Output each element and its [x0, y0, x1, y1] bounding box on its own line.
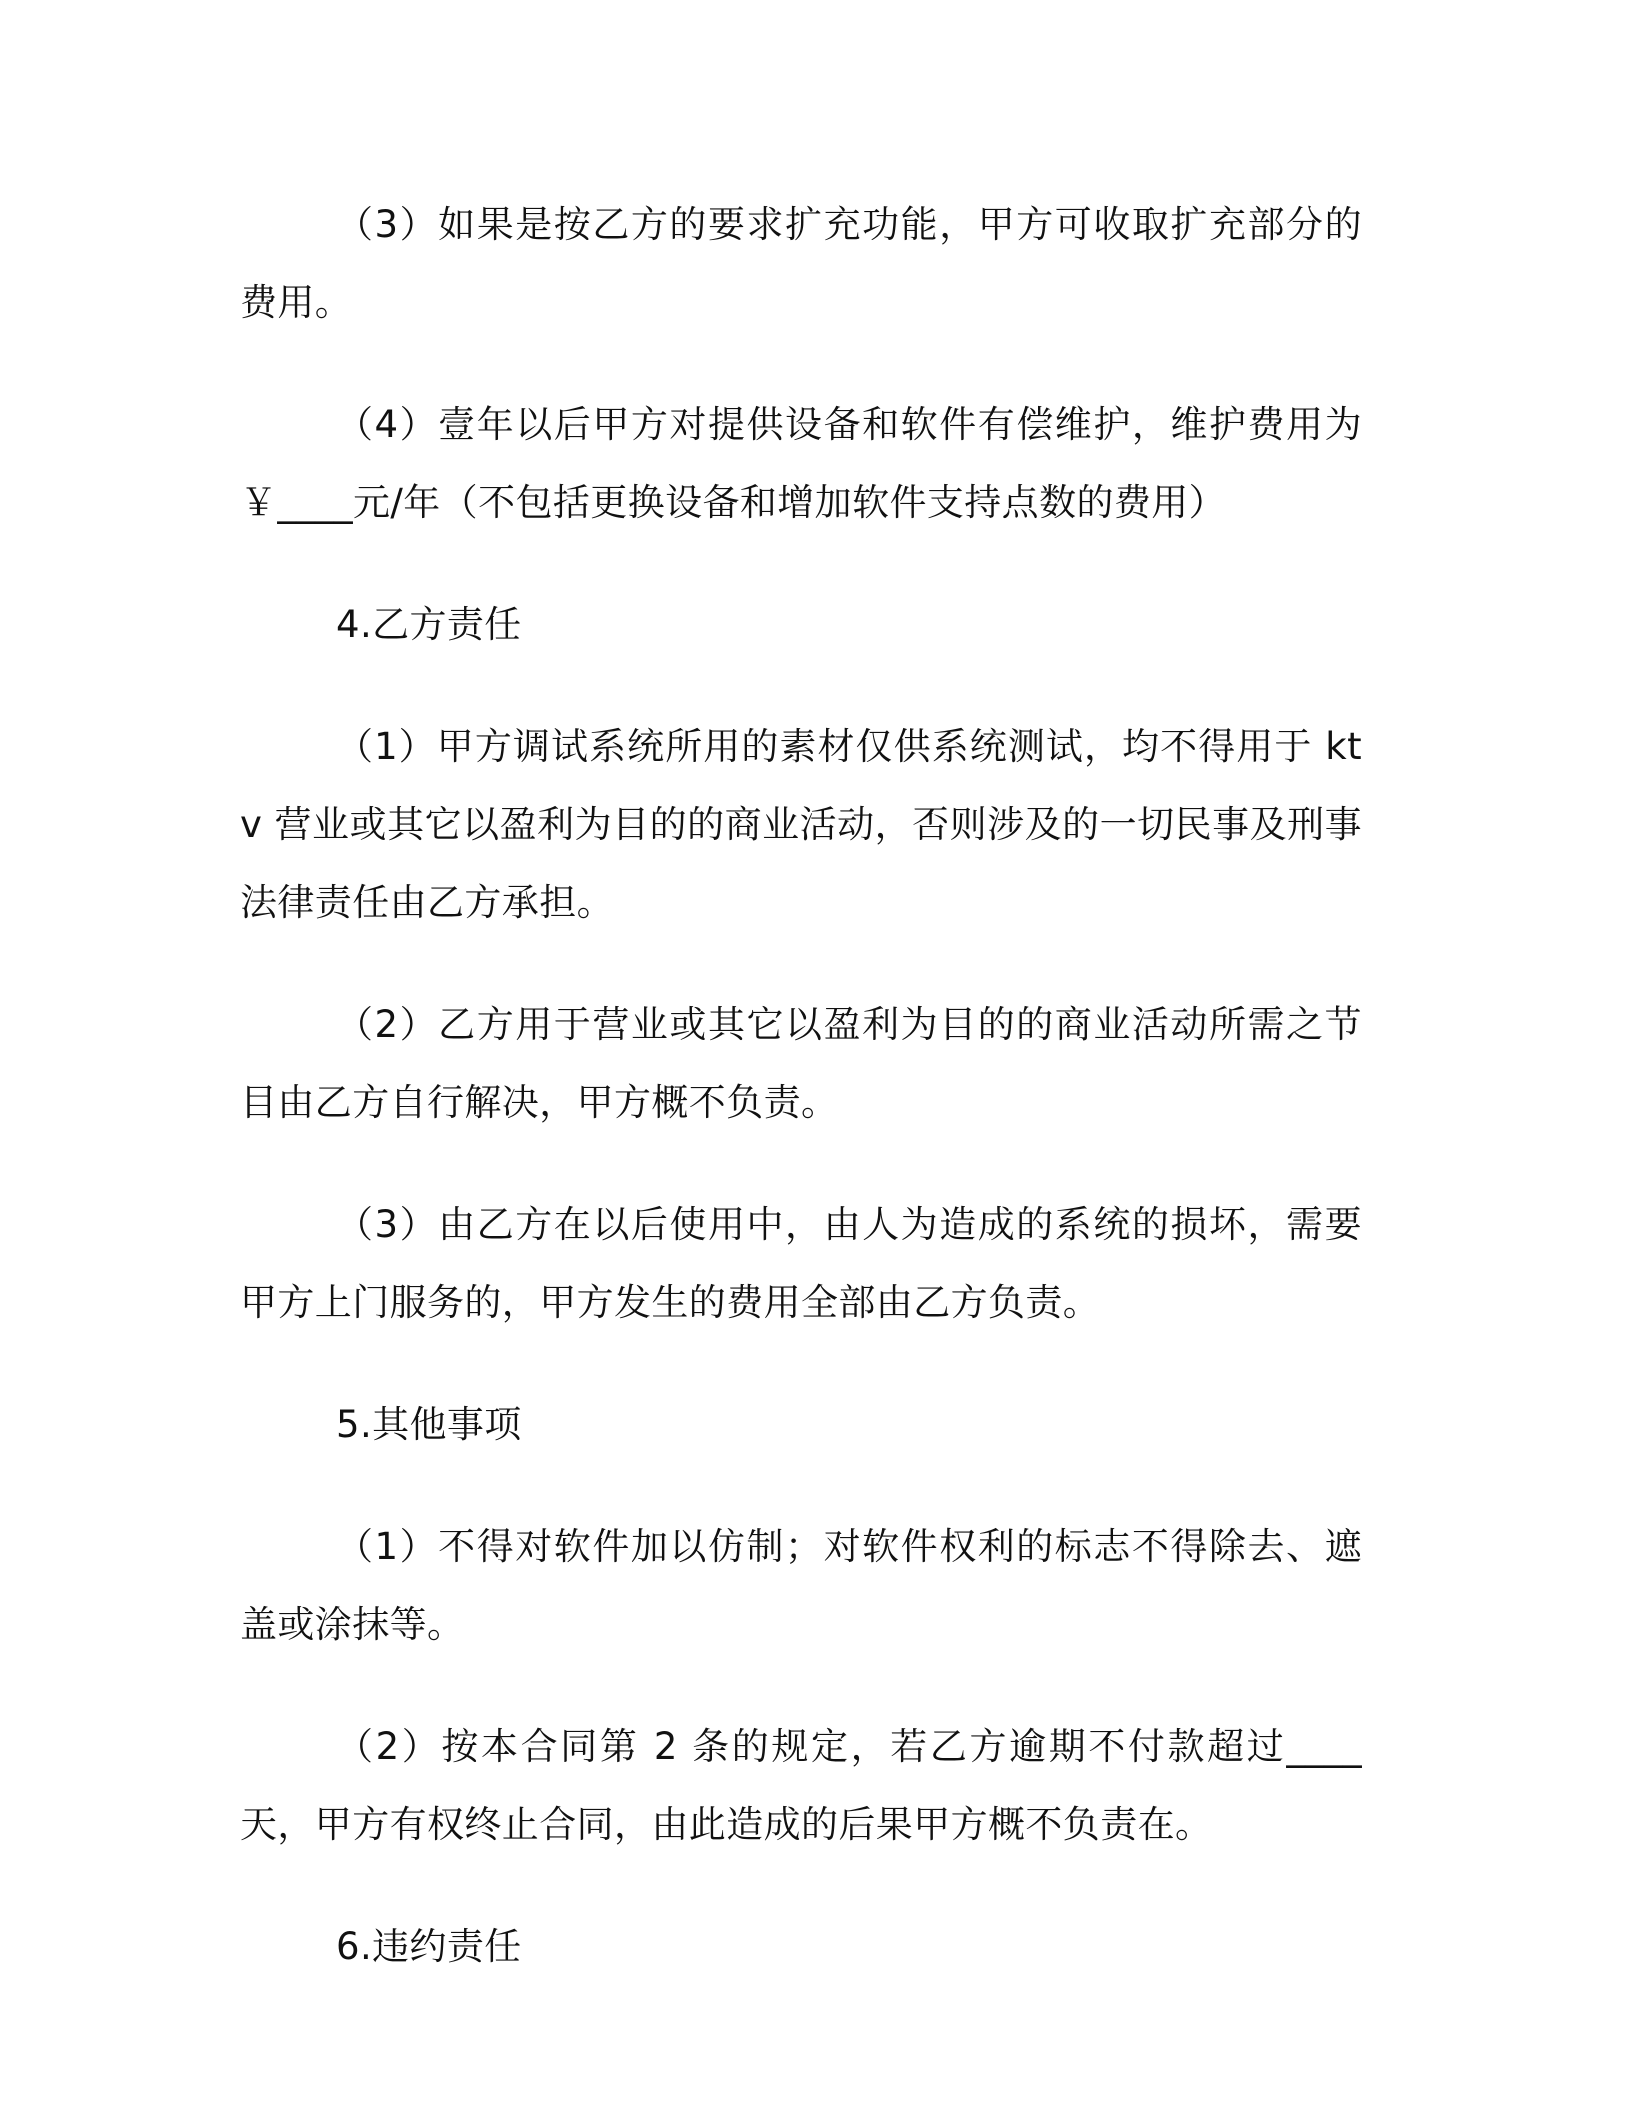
paragraph-item-2-program-content: （2）乙方用于营业或其它以盈利为目的的商业活动所需之节目由乙方自行解决，甲方概不负责。 [240, 1003, 1362, 1124]
paragraph-item-1-no-copying: （1）不得对软件加以仿制；对软件权利的标志不得除去、遮盖或涂抹等。 [240, 1525, 1362, 1646]
paragraph-item-1-test-materials: （1）甲方调试系统所用的素材仅供系统测试，均不得用于 ktv 营业或其它以盈利为目的的商业活动，否则涉及的一切民事及刑事法律责任由乙方承担。 [240, 725, 1362, 924]
paragraph-item-3-damage-service: （3）由乙方在以后使用中，由人为造成的系统的损坏，需要甲方上门服务的，甲方发生的费用全部由乙方负责。 [240, 1203, 1362, 1324]
paragraph-item-3-expansion-fee: （3）如果是按乙方的要求扩充功能，甲方可收取扩充部分的费用。 [240, 203, 1362, 324]
paragraph-item-2-late-payment: （2）按本合同第 2 条的规定，若乙方逾期不付款超过____天，甲方有权终止合同，由此造成的后果甲方概不负责在。 [240, 1725, 1362, 1846]
section-heading-party-b-responsibility: 4.乙方责任 [336, 603, 522, 646]
section-heading-breach-liability: 6.违约责任 [336, 1925, 522, 1968]
paragraph-item-4-maintenance-fee: （4）壹年以后甲方对提供设备和软件有偿维护，维护费用为￥____元/年（不包括更换设备和增加软件支持点数的费用） [240, 403, 1362, 524]
section-heading-other-matters: 5.其他事项 [336, 1403, 522, 1446]
document-body [240, 186, 1362, 2030]
